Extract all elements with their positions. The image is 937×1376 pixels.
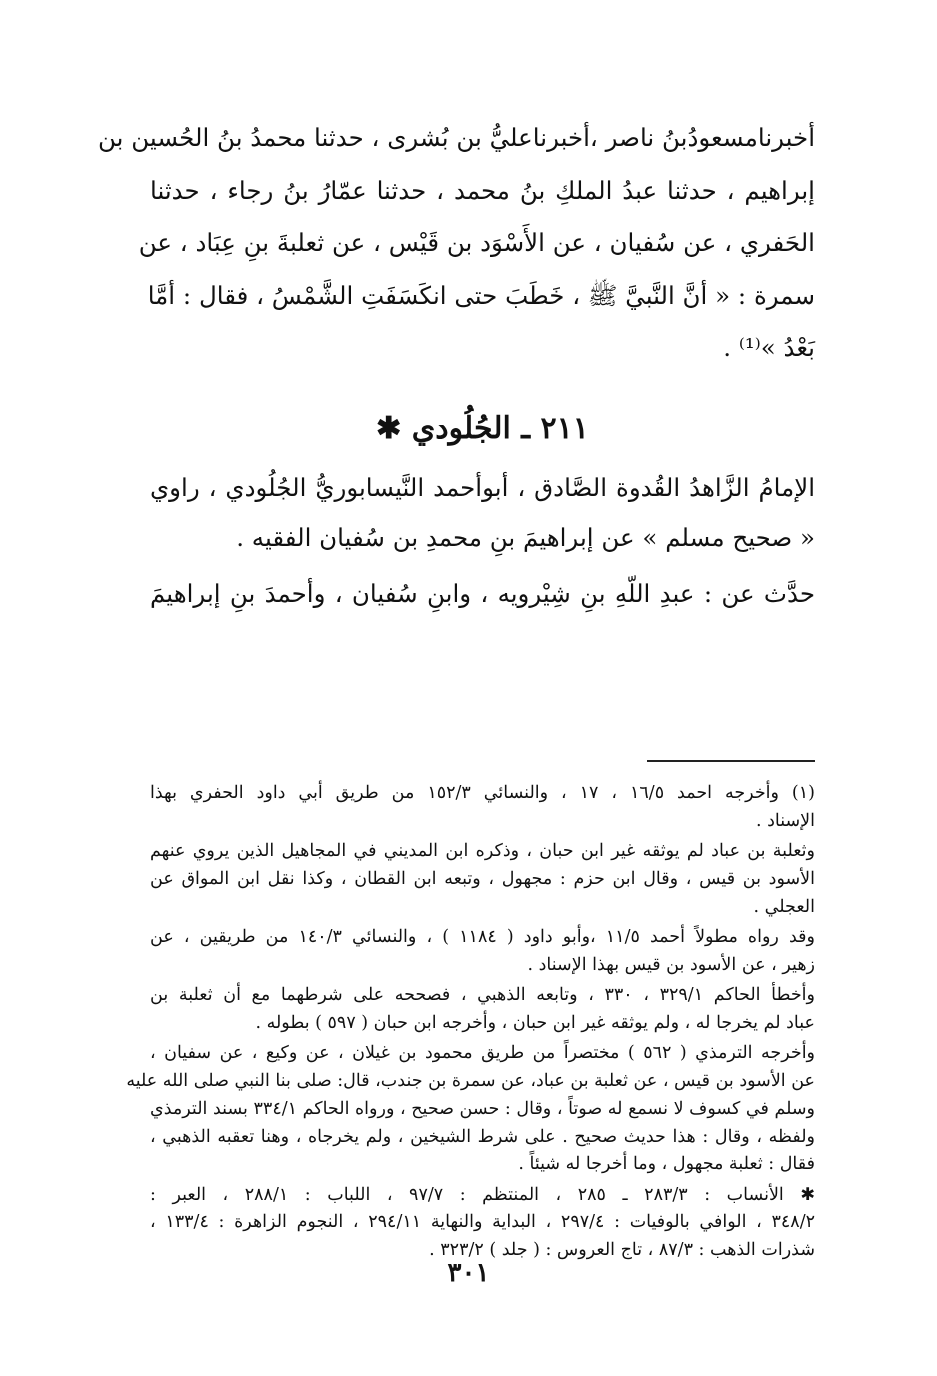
text-line: حدَّث عن : عبدِ اللّهِ بنِ شِيْرويه ، وابنِ سُفيان ، وأحمدَ بنِ إبراهيمَ: [150, 578, 815, 608]
section-heading: ٢١١ ـ الجُلُودي ✱: [376, 410, 589, 446]
footnote-line: ٣٤٨/٢ ، الوافي بالوفيات : ٢٩٧/٤ ، البداية والنهاية ٢٩٤/١١ ، النجوم الزاهرة : ١٣٣/٤ ،: [150, 1212, 815, 1233]
footnote-paragraph: [150, 924, 815, 980]
page-content: [98, 112, 816, 1261]
footnote-line: وثعلبة بن عباد لم يوثقه غير ابن حبان ، وذكره ابن المديني في المجاهيل الذين يروي عنهم: [150, 841, 815, 862]
footnote-1: [150, 780, 815, 836]
text-line: بَعْدُ »⁽¹⁾ .: [723, 333, 815, 362]
footnote-paragraph: [150, 838, 815, 921]
text-line: أخبرنامسعودُبنُ ناصر ،أخبرناعليُّ بن بُشرى ، حدثنا محمدُ بنُ الحُسين بن: [98, 123, 815, 152]
footnote-line: وسلم في كسوف لا نسمع له صوتاً ، وقال : حسن صحيح ، ورواه الحاكم ٣٣٤/١ بسند الترمذي: [150, 1098, 815, 1119]
footnote-line: الأسود بن قيس ، وقال ابن حزم : مجهول ، وتبعه ابن القطان ، وكذا نقل ابن المواق عن: [150, 868, 815, 889]
text-line: « صحيح مسلم » عن إبراهيمَ بنِ محمدِ بن سُفيان الفقيه .: [236, 522, 815, 552]
sources-note: [150, 1182, 815, 1265]
text-line: الحَفري ، عن سُفيان ، عن الأَسْوَد بن قَيْس ، عن ثعلبةَ بنِ عِبَاد ، عن: [138, 228, 815, 257]
footnote-line: ولفظه ، وقال : هذا حديث صحيح . على شرط الشيخين ، ولم يخرجاه ، وهنا تعقبه الذهبي ،: [150, 1126, 815, 1147]
footnote-separator: [647, 760, 815, 762]
text-line: سمرة : « أنَّ النَّبيَّ ﷺ ، خَطَبَ حتى انكَسَفَتِ الشَّمْسُ ، فقال : أمَّا: [147, 280, 815, 310]
footnote-line: فقال : ثعلبة مجهول ، وما أخرجا له شيئاً .: [518, 1154, 815, 1175]
footnote-line: عباد لم يخرجا له ، ولم يوثقه غير ابن حبان ، وأخرجه ابن حبان ( ٥٩٧ ) بطوله .: [255, 1012, 815, 1033]
footnote-line: وأخرجه الترمذي ( ٥٦٢ ) مختصراً من طريق محمود بن غيلان ، عن وكيع ، عن سفيان ،: [150, 1043, 816, 1064]
footnote-line: العجلي .: [753, 896, 815, 917]
footnote-paragraph: [150, 982, 815, 1038]
footnote-line: وأخطأ الحاكم ٣٢٩/١ ، ٣٣٠ ، وتابعه الذهبي ، فصححه على شرطهما مع أن ثعلبة بن: [150, 985, 815, 1006]
footnote-line: ✱ الأنساب : ٢٨٣/٣ ـ ٢٨٥ ، المنتظم : ٩٧/٧ ، اللباب : ٢٨٨/١ ، العبر :: [150, 1184, 815, 1205]
footnote-line: الإسناد .: [755, 810, 815, 831]
footnotes: [126, 780, 816, 1268]
footnote-line: شذرات الذهب : ٨٧/٣ ، تاج العروس : ( جلد ) ٣٢٣/٢ .: [429, 1240, 815, 1261]
footnote-line: زهير ، عن الأسود بن قيس بهذا الإسناد .: [527, 954, 815, 975]
hadith-paragraph: [98, 112, 815, 375]
footnote-line: وقد رواه مطولاً أحمد ١١/٥ ،وأبو داود ( ١١٨٤ ) ، والنسائي ١٤٠/٣ من طريقين ، عن: [150, 926, 815, 947]
footnote-line: عن الأسود بن قيس ، عن ثعلبة بن عباد، عن سمرة بن جندب، قال: صلى بنا النبي صلى الله عليه: [126, 1070, 815, 1091]
footnote-line: (١) وأخرجه احمد ١٦/٥ ، ١٧ ، والنسائي ١٥٢/٣ من طريق أبي داود الحفري بهذا: [150, 783, 815, 803]
text-line: الإمامُ الزَّاهدُ القُدوة الصَّادق ، أبوأحمد النَّيسابوريُّ الجُلُودي ، راوي: [150, 472, 815, 502]
page-number: ٣٠١: [447, 1258, 490, 1288]
biography-paragraph: [150, 463, 815, 619]
footnote-paragraph: [126, 1040, 816, 1179]
text-line: إبراهيم ، حدثنا عبدُ الملكِ بنُ محمد ، حدثنا عمّارُ بنُ رجاء ، حدثنا: [150, 175, 815, 205]
